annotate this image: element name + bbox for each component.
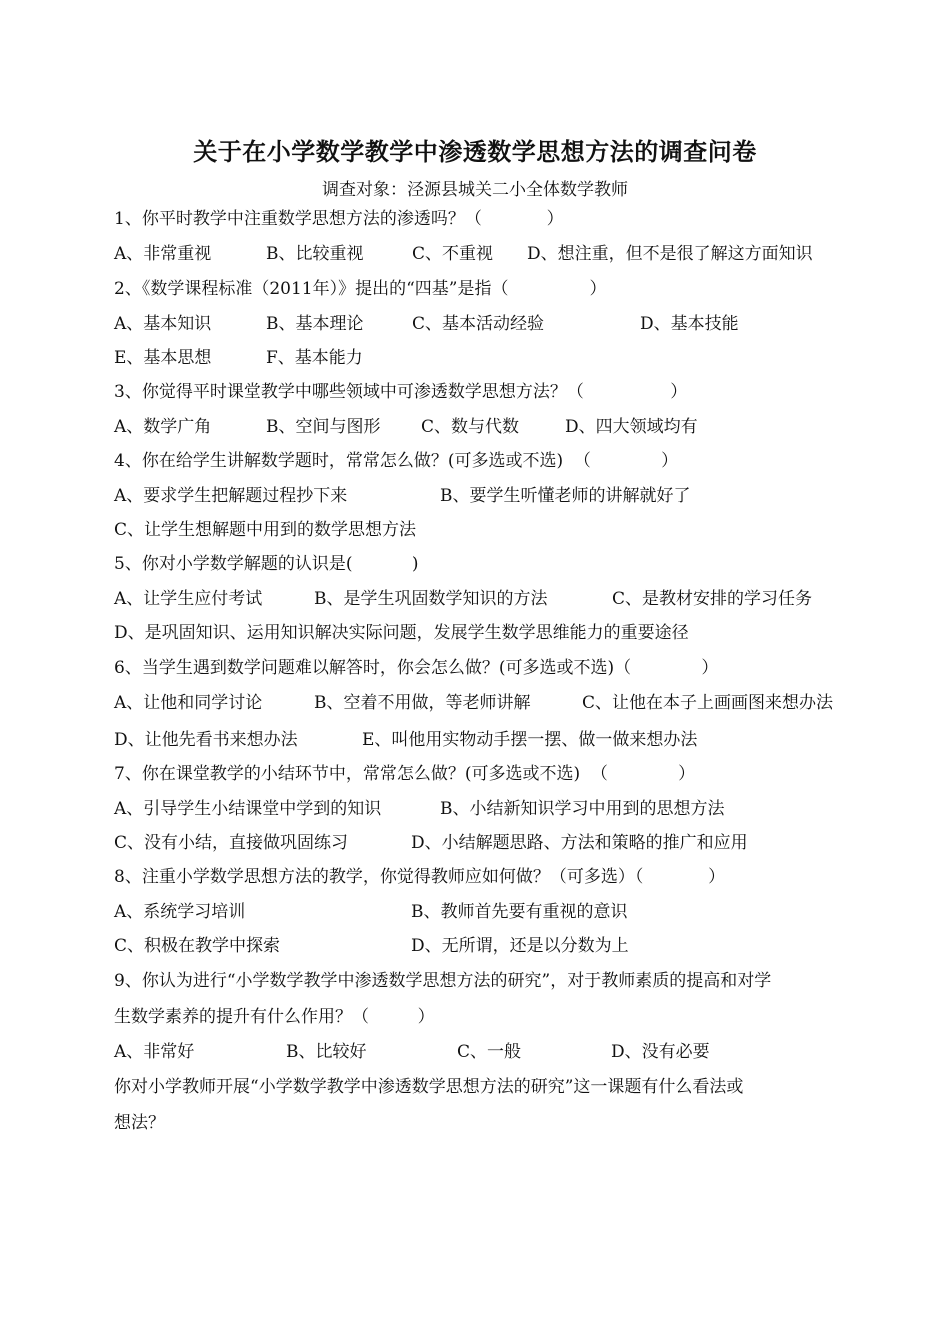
q6-option-d: D、让他先看书来想办法 [114, 730, 298, 750]
question-3: 3、你觉得平时课堂教学中哪些领域中可渗透数学思想方法？（ ） [114, 382, 688, 402]
question-5: 5、你对小学数学解题的认识是( ) [114, 554, 419, 574]
q1-option-c: C、不重视 [412, 244, 494, 264]
q4-option-a: A、要求学生把解题过程抄下来 [114, 486, 348, 506]
q1-option-b: B、比较重视 [266, 244, 364, 264]
q5-option-a: A、让学生应付考试 [114, 589, 263, 609]
q3-option-d: D、四大领域均有 [565, 417, 698, 437]
question-7: 7、你在课堂教学的小结环节中，常常怎么做？(可多选或不选) （ ） [114, 764, 696, 784]
question-1: 1、你平时教学中注重数学思想方法的渗透吗？（ ） [114, 209, 564, 229]
q9-option-b: B、比较好 [286, 1042, 367, 1062]
q9-option-a: A、非常好 [114, 1042, 195, 1062]
open-question-line-2: 想法？ [114, 1113, 165, 1133]
question-9-line-1: 9、你认为进行“小学数学教学中渗透数学思想方法的研究”，对于教师素质的提高和对学 [114, 971, 772, 991]
q5-option-d: D、是巩固知识、运用知识解决实际问题，发展学生数学思维能力的重要途径 [114, 623, 689, 643]
document-title: 关于在小学数学教学中渗透数学思想方法的调查问卷 [193, 138, 757, 166]
q7-option-b: B、小结新知识学习中用到的思想方法 [440, 799, 725, 819]
q5-option-b: B、是学生巩固数学知识的方法 [314, 589, 548, 609]
q6-option-b: B、空着不用做，等老师讲解 [314, 693, 531, 713]
q5-option-c: C、是教材安排的学习任务 [612, 589, 813, 609]
q7-option-c: C、没有小结，直接做巩固练习 [114, 833, 349, 853]
q2-option-c: C、基本活动经验 [412, 314, 545, 334]
q4-option-c: C、让学生想解题中用到的数学思想方法 [114, 520, 417, 540]
open-question-line-1: 你对小学教师开展“小学数学教学中渗透数学思想方法的研究”这一课题有什么看法或 [114, 1077, 744, 1097]
q8-option-a: A、系统学习培训 [114, 902, 246, 922]
q9-option-d: D、没有必要 [611, 1042, 710, 1062]
q6-option-a: A、让他和同学讨论 [114, 693, 263, 713]
q9-option-c: C、一般 [457, 1042, 522, 1062]
q3-option-c: C、数与代数 [421, 417, 520, 437]
q6-option-c: C、让他在本子上画画图来想办法 [582, 693, 834, 713]
q2-option-d: D、基本技能 [640, 314, 739, 334]
q6-option-e: E、叫他用实物动手摆一摆、做一做来想办法 [362, 730, 698, 750]
question-9-line-2: 生数学素养的提升有什么作用？（ ） [114, 1007, 435, 1027]
q3-option-b: B、空间与图形 [266, 417, 381, 437]
q8-option-c: C、积极在教学中探索 [114, 936, 281, 956]
survey-target: 调查对象：泾源县城关二小全体数学教师 [322, 180, 628, 200]
question-8: 8、注重小学数学思想方法的教学，你觉得教师应如何做？（可多选）（ ） [114, 867, 726, 887]
question-6: 6、当学生遇到数学问题难以解答时，你会怎么做？(可多选或不选)（ ） [114, 658, 719, 678]
question-2: 2、《数学课程标准（2011年）》提出的“四基”是指（ ） [114, 279, 607, 299]
q1-option-d: D、想注重，但不是很了解这方面知识 [527, 244, 813, 264]
q8-option-d: D、无所谓，还是以分数为上 [411, 936, 629, 956]
q4-option-b: B、要学生听懂老师的讲解就好了 [440, 486, 691, 506]
q2-option-f: F、基本能力 [266, 348, 363, 368]
q2-option-e: E、基本思想 [114, 348, 212, 368]
q7-option-d: D、小结解题思路、方法和策略的推广和应用 [411, 833, 748, 853]
q1-option-a: A、非常重视 [114, 244, 212, 264]
q2-option-b: B、基本理论 [266, 314, 364, 334]
question-4: 4、你在给学生讲解数学题时，常常怎么做？(可多选或不选) （ ） [114, 451, 679, 471]
q7-option-a: A、引导学生小结课堂中学到的知识 [114, 799, 382, 819]
q2-option-a: A、基本知识 [114, 314, 212, 334]
q8-option-b: B、教师首先要有重视的意识 [411, 902, 628, 922]
q3-option-a: A、数学广角 [114, 417, 212, 437]
